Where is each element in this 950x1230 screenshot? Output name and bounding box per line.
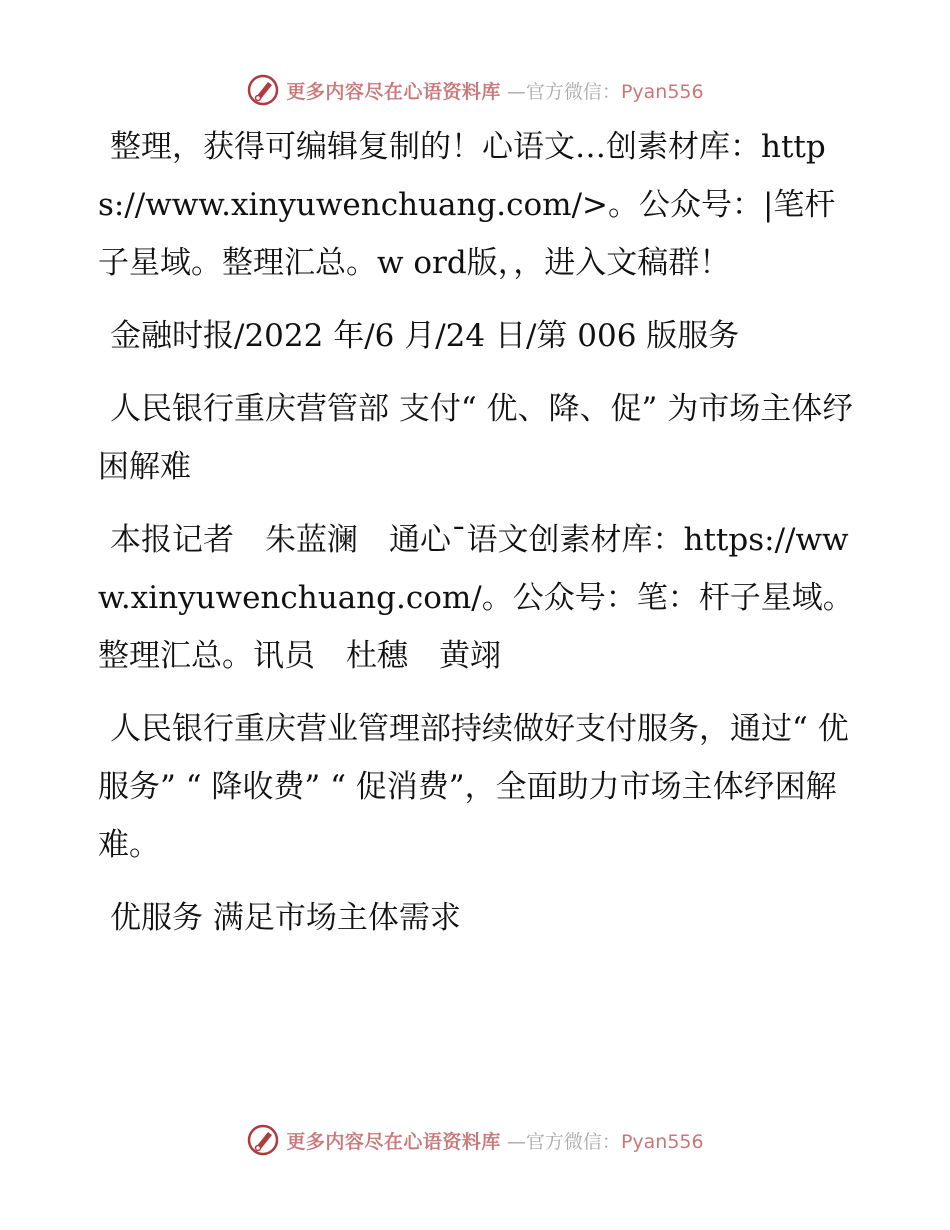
byline-paragraph: 本报记者 朱蓝澜 通心¯语文创素材库：https://www.xinyuwenchuang.com/。公众号：笔：杆子星域。整理汇总。讯员 杜穗 黄翊 bbox=[98, 522, 854, 674]
intro-paragraph: 整理，获得可编辑复制的！心语文…创素材库：https://www.xinyuwenchuang.com/>。公众号：|笔杆子星域。整理汇总。w ord版，，进入文稿群！ bbox=[98, 129, 836, 281]
pen-logo-icon bbox=[246, 1123, 280, 1157]
banner-wechat-label: 官方微信： bbox=[525, 80, 621, 103]
banner-dash: — bbox=[506, 1130, 526, 1153]
banner-wechat bbox=[507, 1127, 704, 1154]
banner-main-text: 更多内容尽在心语资料库 bbox=[286, 1130, 501, 1153]
banner-dash: — bbox=[506, 80, 526, 103]
banner-wechat bbox=[507, 77, 704, 104]
section-heading: 优服务 满足市场主体需求 bbox=[110, 900, 461, 936]
banner-wechat-id: Pyan556 bbox=[620, 80, 704, 103]
footer-banner bbox=[0, 1120, 950, 1160]
document-body bbox=[98, 118, 858, 962]
banner-main-text: 更多内容尽在心语资料库 bbox=[286, 80, 501, 103]
banner-wechat-id: Pyan556 bbox=[620, 1130, 704, 1153]
lead-paragraph: 人民银行重庆营业管理部持续做好支付服务，通过“ 优服务” “ 降收费” “ 促消费”，全面助力市场主体纾困解难。 bbox=[98, 711, 849, 863]
article-title: 人民银行重庆营管部 支付“ 优、降、促” 为市场主体纾困解难 bbox=[98, 391, 854, 485]
banner-wechat-label: 官方微信： bbox=[525, 1130, 621, 1153]
header-banner bbox=[0, 70, 950, 110]
source-line: 金融时报/2022 年/6 月/24 日/第 006 版服务 bbox=[110, 318, 740, 354]
pen-logo-icon bbox=[246, 73, 280, 107]
